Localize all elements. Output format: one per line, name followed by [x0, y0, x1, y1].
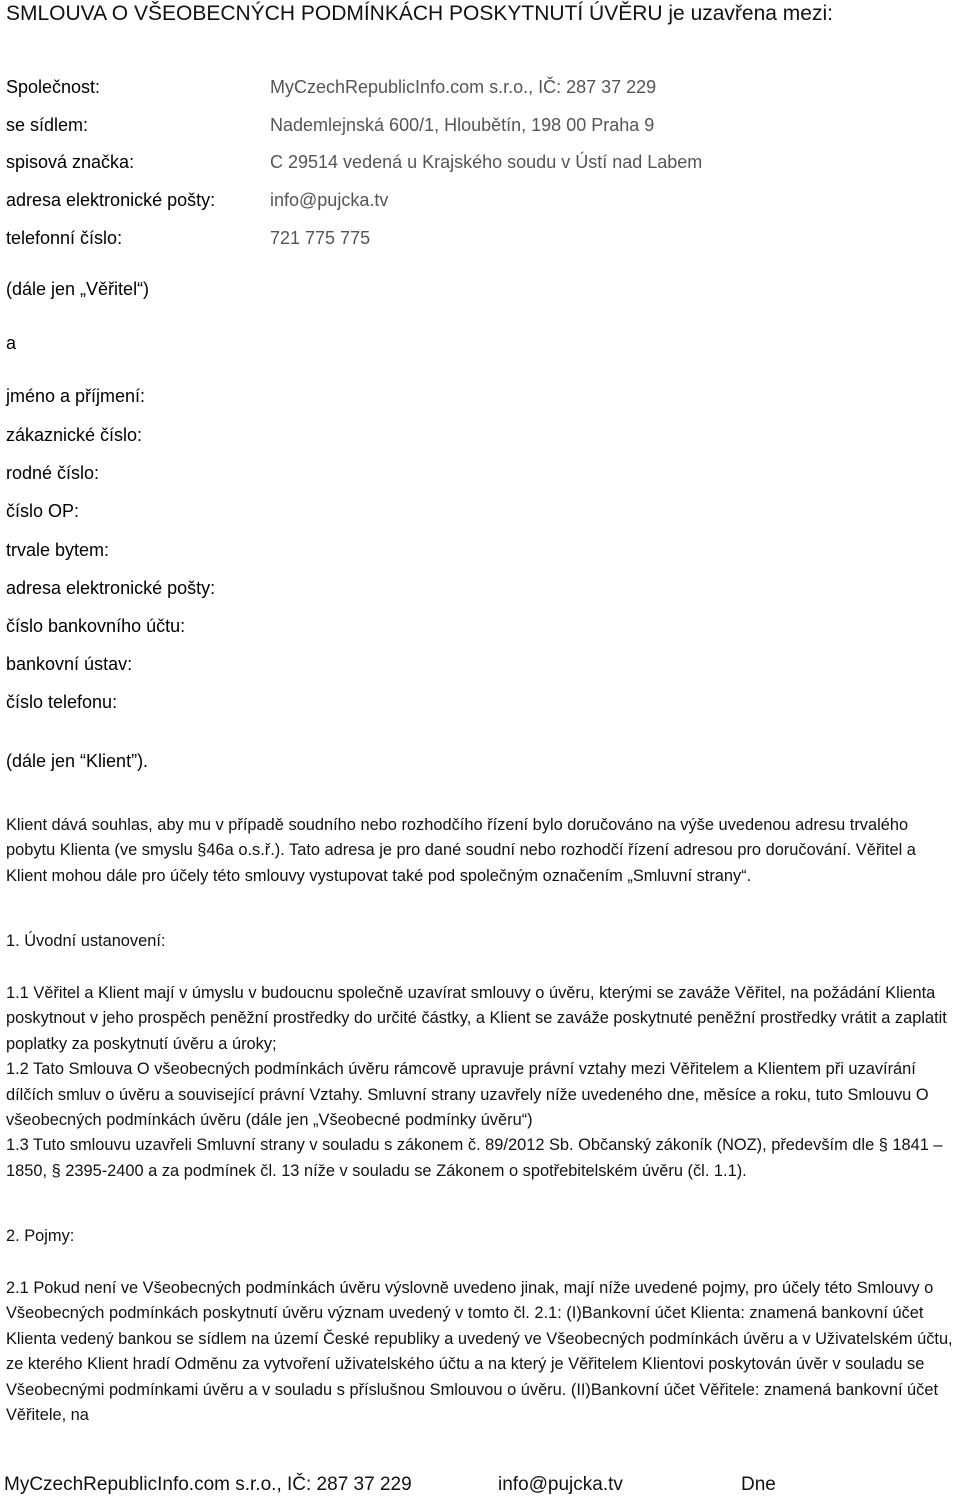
section-2-body — [6, 1276, 956, 1428]
creditor-seat-label: se sídlem: — [6, 115, 89, 135]
client-field-residence: trvale bytem: — [6, 540, 110, 560]
client-field-id-card: číslo OP: — [6, 501, 80, 521]
section-2-heading: 2. Pojmy: — [6, 1227, 75, 1245]
creditor-alias: (dále jen „Věřitel“) — [6, 279, 150, 299]
conjunction: a — [6, 333, 17, 353]
clause-1-2: 1.2 Tato Smlouva O všeobecných podmínkách úvěru rámcově upravuje právní vztahy mezi Věřitelem a Klientem při uzavírání dílčích smluv o úvěru a související právní Vztahy. Smluvní strany uzavřely níže uvedeného dne, měsíce a roku, tuto Smlouvu O všeobecných podmínkách úvěru (dále jen „Všeobecné podmínky úvěru“) — [6, 1060, 929, 1130]
clause-1-1: 1.1 Věřitel a Klient mají v úmyslu v budoucnu společně uzavírat smlouvy o úvěru, kterými se zaváže Věřitel, na požádání Klienta poskytnout v jeho prospěch peněžní prostředky do určité částky, a Klient se zaváže poskytnuté peněžní prostředky vrátit a zaplatit poplatky za poskytnutí úvěru a úroky; — [6, 984, 947, 1053]
client-field-bank-account: číslo bankovního účtu: — [6, 616, 186, 636]
creditor-seat-value: Nademlejnská 600/1, Hloubětín, 198 00 Praha 9 — [270, 115, 655, 135]
client-field-name: jméno a příjmení: — [6, 386, 146, 406]
footer-company: MyCzechRepublicInfo.com s.r.o., IČ: 287 37 229 — [4, 1474, 412, 1495]
document-title: SMLOUVA O VŠEOBECNÝCH PODMÍNKÁCH POSKYTNUTÍ ÚVĚRU je uzavřena mezi: — [6, 2, 833, 25]
footer-email: info@pujcka.tv — [498, 1474, 623, 1495]
consent-paragraph: Klient dává souhlas, aby mu v případě soudního nebo rozhodčího řízení bylo doručováno na výše uvedenou adresu trvalého pobytu Klienta (ve smyslu §46a o.s.ř.). Tato adresa je pro dané soudní nebo rozhodčí řízení adresou pro doručování. Věřitel a Klient mohou dále pro účely této smlouvy vystupovat také pod společným označením „Smluvní strany“. — [6, 816, 916, 885]
creditor-phone-label: telefonní číslo: — [6, 228, 123, 248]
clause-1-3: 1.3 Tuto smlouvu uzavřeli Smluvní strany v souladu s zákonem č. 89/2012 Sb. Občanský zákoník (NOZ), především dle § 1841 – 1850, § 2395-2400 a za podmínek čl. 13 níže v souladu se Zákonem o spotřebitelském úvěru (čl. 1.1). — [6, 1136, 943, 1180]
creditor-email-value: info@pujcka.tv — [270, 190, 389, 210]
client-field-phone: číslo telefonu: — [6, 692, 118, 712]
section-1-heading: 1. Úvodní ustanovení: — [6, 932, 166, 950]
creditor-file-value: C 29514 vedená u Krajského soudu v Ústí nad Labem — [270, 152, 703, 172]
clause-2-1: 2.1 Pokud není ve Všeobecných podmínkách úvěru výslovně uvedeno jinak, mají níže uvedené pojmy, pro účely této Smlouvy o Všeobecných podmínkách poskytnutí úvěru význam uvedený v tomto čl. 2.1: (I)Bankovní účet Klienta: znamená bankovní účet Klienta vedený bankou se sídlem na území České republiky a uvedený ve Všeobecných podmínkách úvěru a v Uživatelském účtu, ze kterého Klient hradí Odměnu za vytvoření uživatelského účtu a na který je Věřitelem Klientovi poskytován úvěr v souladu se Všeobecnými podmínkami úvěru a v souladu s příslušnou Smlouvou o úvěru. (II)Bankovní účet Věřitele: znamená bankovní účet Věřitele, na — [6, 1279, 953, 1425]
creditor-company-value: MyCzechRepublicInfo.com s.r.o., IČ: 287 37 229 — [270, 77, 657, 97]
creditor-company-label: Společnost: — [6, 77, 101, 97]
creditor-phone-value: 721 775 775 — [270, 228, 371, 248]
footer-date-label: Dne — [741, 1474, 776, 1495]
client-field-customer-number: zákaznické číslo: — [6, 425, 143, 445]
creditor-email-label: adresa elektronické pošty: — [6, 190, 216, 210]
client-alias: (dále jen “Klient”). — [6, 751, 149, 771]
client-field-bank: bankovní ústav: — [6, 654, 133, 674]
client-field-email: adresa elektronické pošty: — [6, 578, 216, 598]
section-1-body — [6, 981, 956, 1184]
client-field-birth-number: rodné číslo: — [6, 463, 100, 483]
creditor-file-label: spisová značka: — [6, 152, 135, 172]
